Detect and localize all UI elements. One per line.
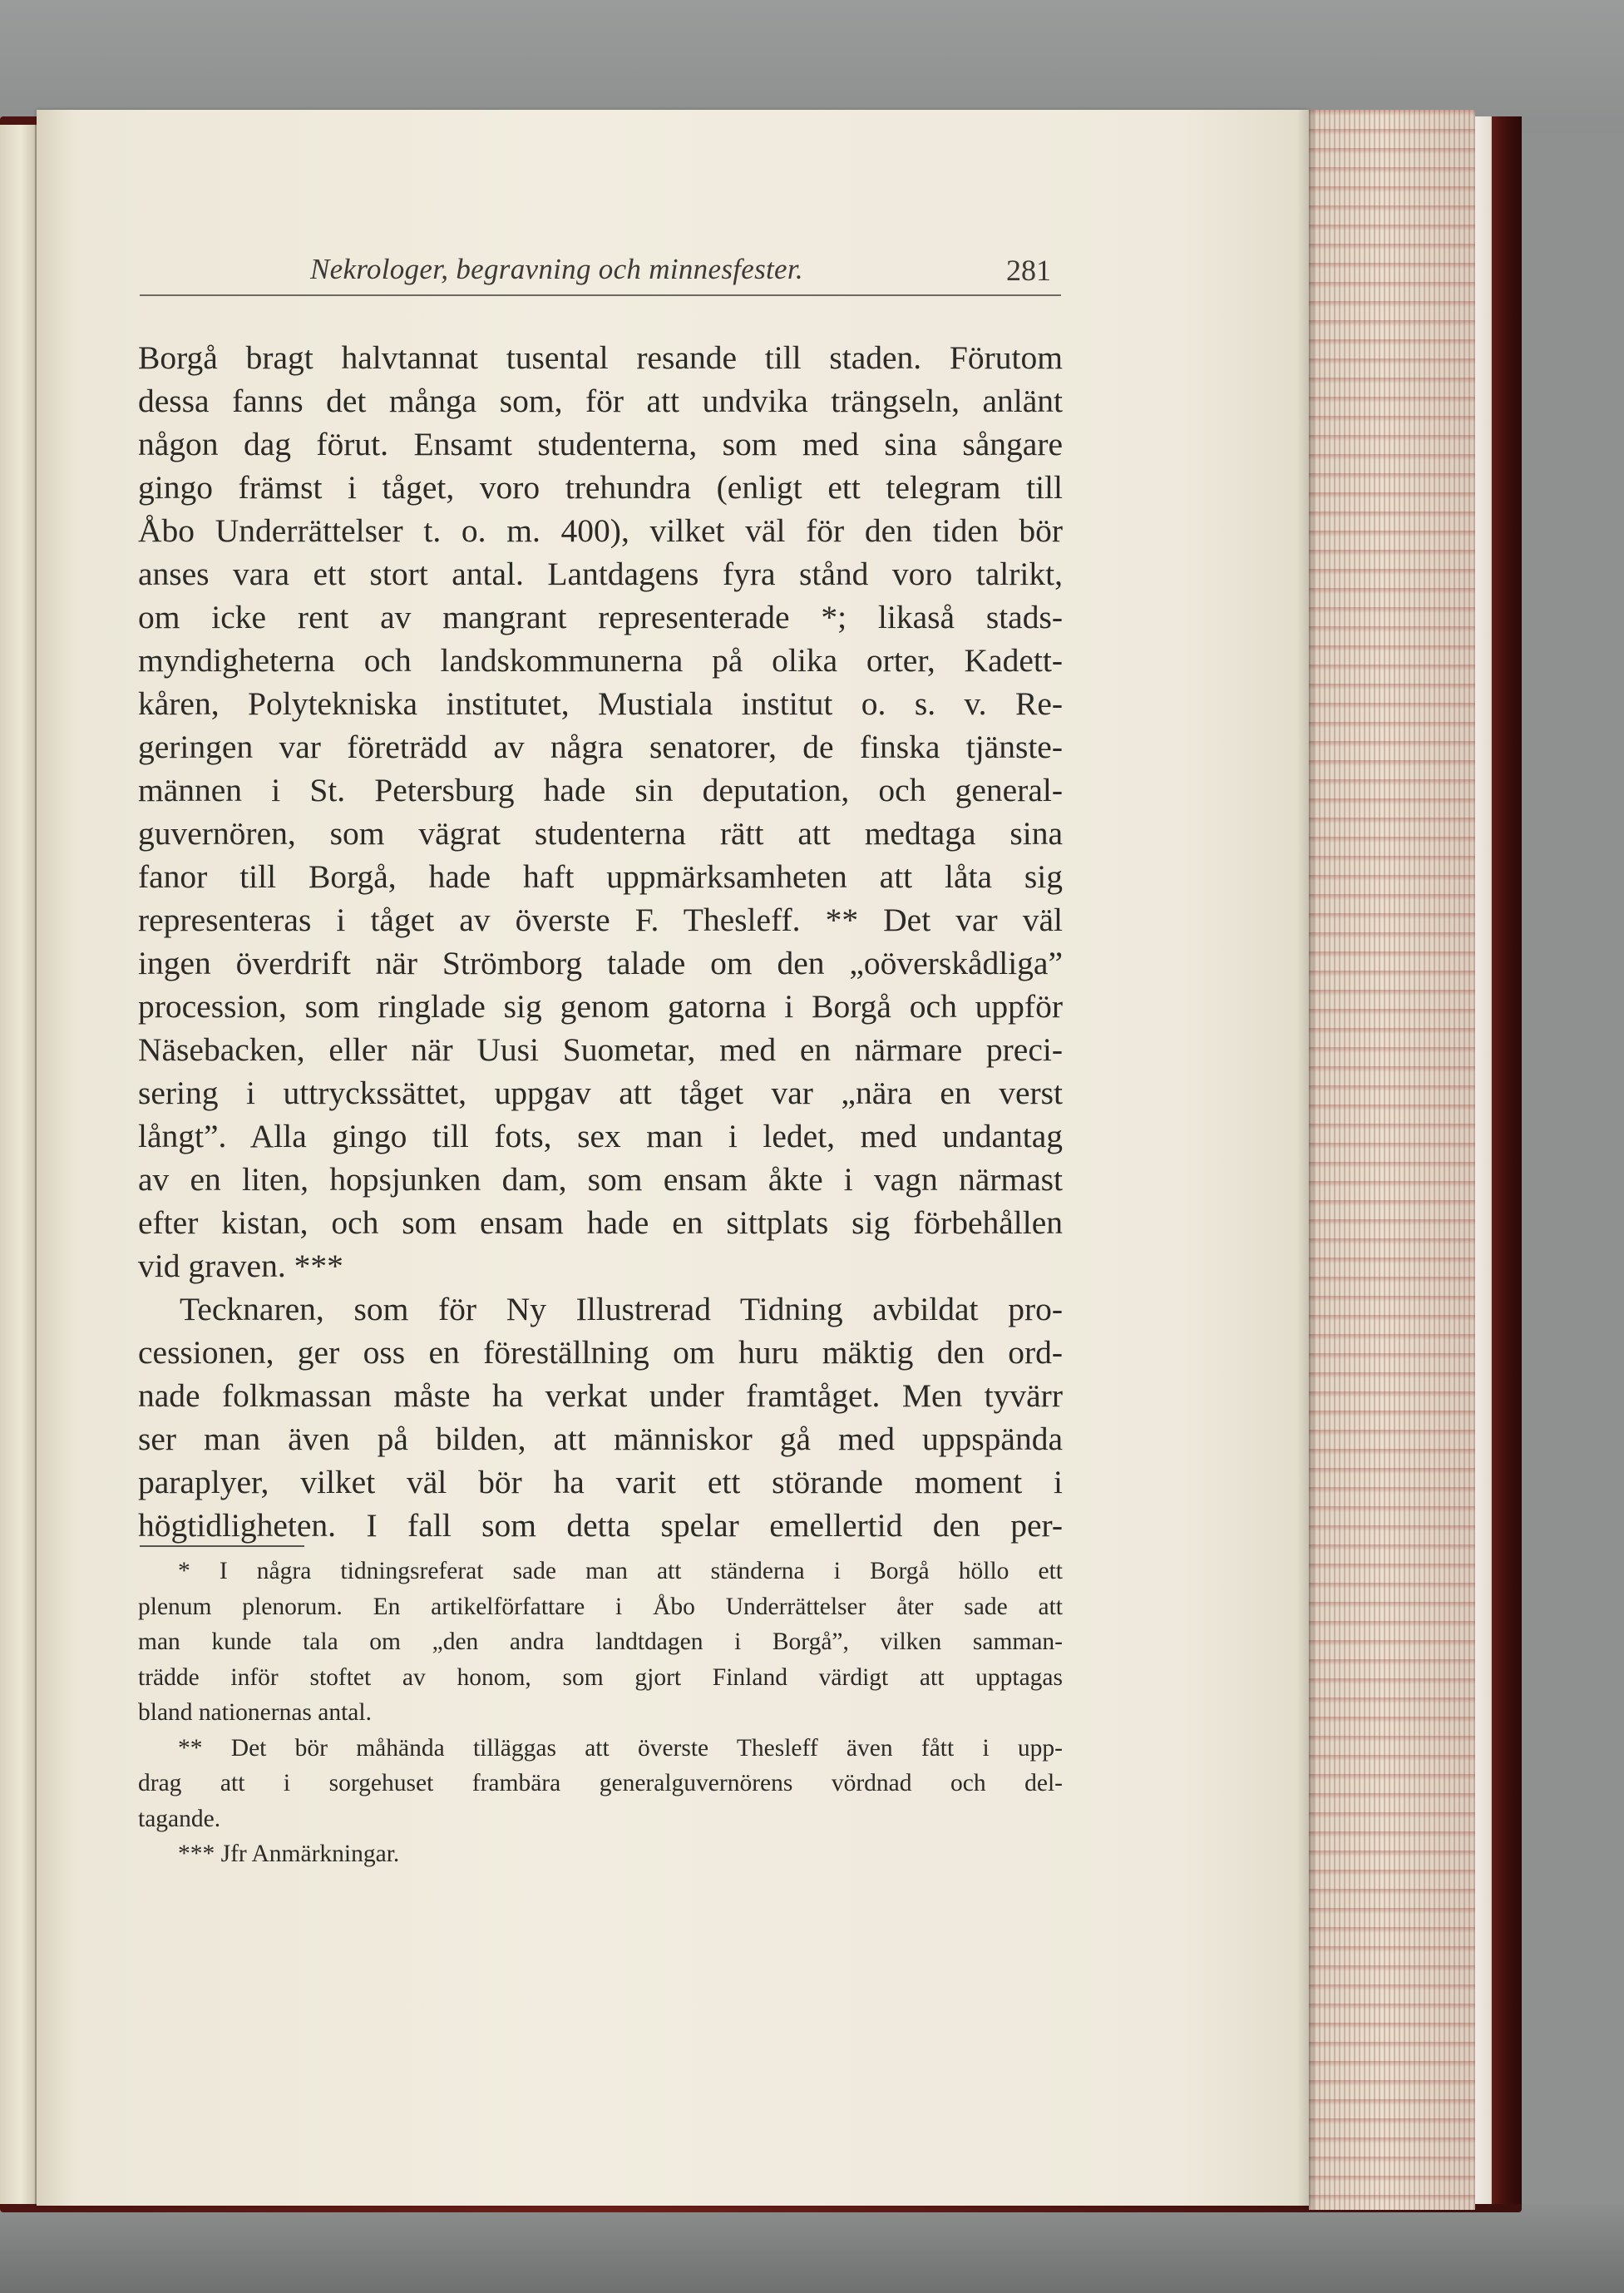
footnote-line: ** Det bör måhända tilläggas att överste Thesleff även fått i upp- [178,1734,1063,1762]
footnote-line: man kunde tala om „den andra landtdagen i Borgå”, vilken samman- [138,1628,1063,1655]
body-line: Tecknaren, som för Ny Illustrerad Tidning avbildat pro- [180,1291,1063,1327]
body-text [138,336,1063,1547]
body-line: nade folkmassan måste ha verkat under framtåget. Men tyvärr [138,1377,1063,1414]
footnote-line: drag att i sorgehuset frambära generalguvernörens vördnad och del- [138,1770,1063,1796]
book-spine [1475,116,1522,2204]
body-line: sering i uttryckssättet, uppgav att tåget var „nära en verst [138,1075,1063,1111]
body-line: långt”. Alla gingo till fots, sex man i ledet, med undantag [138,1118,1063,1154]
page-block-edges [1309,110,1475,2210]
body-line: av en liten, hopsjunken dam, som ensam åkte i vagn närmast [138,1161,1063,1198]
running-head [140,250,1061,298]
body-line: procession, som ringlade sig genom gatorna i Borgå och uppför [138,988,1063,1025]
body-line: efter kistan, och som ensam hade en sittplats sig förbehållen [138,1204,1063,1241]
body-line: guvernören, som vägrat studenterna rätt att medtaga sina [138,815,1063,852]
body-line: Borgå bragt halvtannat tusental resande till staden. Förutom [138,339,1063,376]
body-line: Åbo Underrättelser t. o. m. 400), vilket väl för den tiden bör [138,512,1063,549]
body-line: dessa fanns det många som, för att undvika trängseln, anlänt [138,383,1063,419]
body-line: ingen överdrift när Strömborg talade om den „oöverskådliga” [138,945,1063,981]
footnote-line: *** Jfr Anmärkningar. [178,1841,400,1867]
body-line: fanor till Borgå, hade haft uppmärksamheten att låta sig [138,858,1063,895]
header-rule [140,294,1061,296]
footnote-rule [140,1545,304,1547]
footnote-line: tagande. [138,1805,221,1832]
body-line: kåren, Polytekniska institutet, Mustiala institut o. s. v. Re- [138,685,1063,722]
scan-background-bottom [0,2204,1624,2293]
body-line: geringen var företrädd av några senatorer, de finska tjänste- [138,729,1063,765]
running-title: Nekrologer, begravning och minnesfester. [310,253,803,285]
footnote-line: trädde inför stoftet av honom, som gjort Finland värdigt att upptagas [138,1663,1063,1691]
body-line: om icke rent av mangrant representerade *; likaså stads- [138,599,1063,635]
body-line: Näsebacken, eller när Uusi Suometar, med en närmare preci- [138,1031,1063,1068]
body-line: ser man även på bilden, att människor gå med uppspända [138,1421,1063,1457]
body-line: någon dag förut. Ensamt studenterna, som med sina sångare [138,426,1063,462]
page-number: 281 [1006,254,1051,287]
footnote-line: * I några tidningsreferat sade man att ständerna i Borgå höllo ett [178,1558,1063,1584]
body-line: gingo främst i tåget, voro trehundra (enligt ett telegram till [138,469,1063,506]
body-line: paraplyer, vilket väl bör ha varit ett störande moment i [138,1464,1063,1500]
body-line: representeras i tåget av överste F. Thesleff. ** Det var väl [138,902,1063,938]
body-line: högtidligheten. I fall som detta spelar emellertid den per- [138,1507,1063,1544]
footnote-line: bland nationernas antal. [138,1699,372,1726]
body-line: cessionen, ger oss en föreställning om huru mäktig den ord- [138,1334,1063,1371]
body-line: anses vara ett stort antal. Lantdagens fyra stånd voro talrikt, [138,556,1063,592]
body-line: vid graven. *** [138,1248,343,1284]
page-gutter-shadow [1297,110,1314,2210]
body-line: männen i St. Petersburg hade sin deputation, och general- [138,772,1063,808]
footnote-line: plenum plenorum. En artikelförfattare i Åbo Underrättelser åter sade att [138,1593,1063,1620]
footnotes [138,1554,1063,1872]
body-line: myndigheterna och landskommunerna på olika orter, Kadett- [138,642,1063,679]
left-page-edge [0,125,37,2204]
